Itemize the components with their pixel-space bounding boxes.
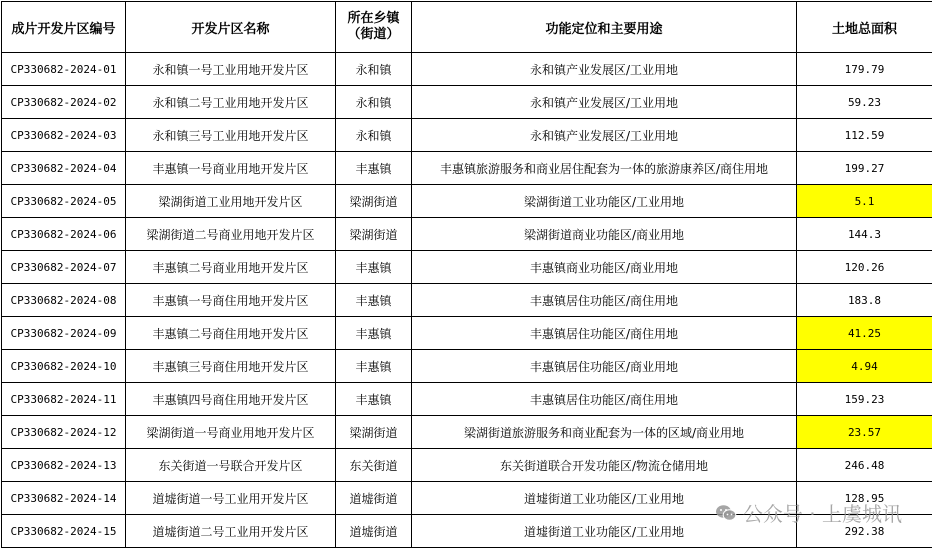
cell-name: 梁湖街道工业用地开发片区	[126, 185, 336, 218]
header-code: 成片开发片区编号	[2, 2, 126, 53]
header-town-label: 所在乡镇（街道）	[347, 11, 400, 42]
cell-name: 丰惠镇一号商业用地开发片区	[126, 152, 336, 185]
table-body	[2, 53, 932, 548]
cell-name: 道墟街道一号工业用开发片区	[126, 482, 336, 515]
cell-name: 丰惠镇二号商住用地开发片区	[126, 317, 336, 350]
header-area: 土地总面积	[797, 2, 932, 53]
table-row	[2, 317, 932, 350]
header-row	[2, 2, 932, 53]
cell-town: 丰惠镇	[336, 251, 412, 284]
cell-town: 丰惠镇	[336, 284, 412, 317]
cell-area: 159.23	[797, 383, 932, 416]
cell-function: 丰惠镇居住功能区/商住用地	[412, 317, 797, 350]
cell-area: 120.26	[797, 251, 932, 284]
table-row	[2, 53, 932, 86]
cell-function: 梁湖街道商业功能区/商业用地	[412, 218, 797, 251]
cell-town: 永和镇	[336, 119, 412, 152]
table-row	[2, 251, 932, 284]
cell-town: 丰惠镇	[336, 383, 412, 416]
cell-function: 永和镇产业发展区/工业用地	[412, 86, 797, 119]
cell-area: 128.95	[797, 482, 932, 515]
cell-function: 丰惠镇旅游服务和商业居住配套为一体的旅游康养区/商住用地	[412, 152, 797, 185]
cell-code: CP330682-2024-15	[2, 515, 126, 548]
cell-name: 丰惠镇三号商住用地开发片区	[126, 350, 336, 383]
cell-area: 183.8	[797, 284, 932, 317]
table-row	[2, 86, 932, 119]
cell-town: 梁湖街道	[336, 416, 412, 449]
cell-name: 永和镇一号工业用地开发片区	[126, 53, 336, 86]
cell-town: 道墟街道	[336, 482, 412, 515]
watermark-text: 公众号 · 上虞城讯	[742, 502, 902, 526]
table-row	[2, 284, 932, 317]
cell-area: 59.23	[797, 86, 932, 119]
cell-area: 5.1	[797, 185, 932, 218]
cell-town: 丰惠镇	[336, 350, 412, 383]
cell-town: 永和镇	[336, 86, 412, 119]
cell-code: CP330682-2024-10	[2, 350, 126, 383]
cell-function: 丰惠镇商业功能区/商业用地	[412, 251, 797, 284]
cell-town: 丰惠镇	[336, 317, 412, 350]
cell-name: 丰惠镇四号商住用地开发片区	[126, 383, 336, 416]
cell-name: 梁湖街道一号商业用地开发片区	[126, 416, 336, 449]
cell-code: CP330682-2024-07	[2, 251, 126, 284]
cell-function: 梁湖街道工业功能区/工业用地	[412, 185, 797, 218]
table-row	[2, 449, 932, 482]
cell-code: CP330682-2024-02	[2, 86, 126, 119]
table-row	[2, 416, 932, 449]
cell-town: 永和镇	[336, 53, 412, 86]
cell-area: 199.27	[797, 152, 932, 185]
cell-code: CP330682-2024-12	[2, 416, 126, 449]
cell-area: 23.57	[797, 416, 932, 449]
cell-town: 道墟街道	[336, 515, 412, 548]
cell-name: 永和镇二号工业用地开发片区	[126, 86, 336, 119]
cell-name: 梁湖街道二号商业用地开发片区	[126, 218, 336, 251]
cell-code: CP330682-2024-06	[2, 218, 126, 251]
land-development-table	[1, 1, 932, 548]
cell-function: 东关街道联合开发功能区/物流仓储用地	[412, 449, 797, 482]
cell-area: 179.79	[797, 53, 932, 86]
cell-town: 丰惠镇	[336, 152, 412, 185]
cell-code: CP330682-2024-01	[2, 53, 126, 86]
cell-name: 丰惠镇一号商住用地开发片区	[126, 284, 336, 317]
cell-function: 梁湖街道旅游服务和商业配套为一体的区域/商业用地	[412, 416, 797, 449]
header-name: 开发片区名称	[126, 2, 336, 53]
cell-area: 112.59	[797, 119, 932, 152]
cell-name: 丰惠镇二号商业用地开发片区	[126, 251, 336, 284]
cell-code: CP330682-2024-11	[2, 383, 126, 416]
cell-function: 永和镇产业发展区/工业用地	[412, 53, 797, 86]
cell-code: CP330682-2024-04	[2, 152, 126, 185]
table-row	[2, 119, 932, 152]
cell-function: 丰惠镇居住功能区/商住用地	[412, 284, 797, 317]
cell-town: 梁湖街道	[336, 185, 412, 218]
cell-code: CP330682-2024-05	[2, 185, 126, 218]
cell-area: 144.3	[797, 218, 932, 251]
cell-function: 丰惠镇居住功能区/商业用地	[412, 350, 797, 383]
cell-area: 246.48	[797, 449, 932, 482]
cell-town: 东关街道	[336, 449, 412, 482]
table-row	[2, 218, 932, 251]
cell-name: 道墟街道二号工业用开发片区	[126, 515, 336, 548]
cell-town: 梁湖街道	[336, 218, 412, 251]
cell-function: 道墟街道工业功能区/工业用地	[412, 482, 797, 515]
cell-function: 丰惠镇居住功能区/商住用地	[412, 383, 797, 416]
table-row	[2, 482, 932, 515]
cell-code: CP330682-2024-08	[2, 284, 126, 317]
cell-function: 永和镇产业发展区/工业用地	[412, 119, 797, 152]
cell-area: 41.25	[797, 317, 932, 350]
cell-area: 292.38	[797, 515, 932, 548]
cell-area: 4.94	[797, 350, 932, 383]
cell-name: 永和镇三号工业用地开发片区	[126, 119, 336, 152]
cell-code: CP330682-2024-09	[2, 317, 126, 350]
cell-function: 道墟街道工业功能区/工业用地	[412, 515, 797, 548]
cell-code: CP330682-2024-14	[2, 482, 126, 515]
table-row	[2, 152, 932, 185]
table-row	[2, 185, 932, 218]
cell-name: 东关街道一号联合开发片区	[126, 449, 336, 482]
table-row	[2, 515, 932, 548]
table-row	[2, 350, 932, 383]
header-town	[336, 2, 412, 53]
cell-code: CP330682-2024-03	[2, 119, 126, 152]
table-row	[2, 383, 932, 416]
header-function: 功能定位和主要用途	[412, 2, 797, 53]
cell-code: CP330682-2024-13	[2, 449, 126, 482]
